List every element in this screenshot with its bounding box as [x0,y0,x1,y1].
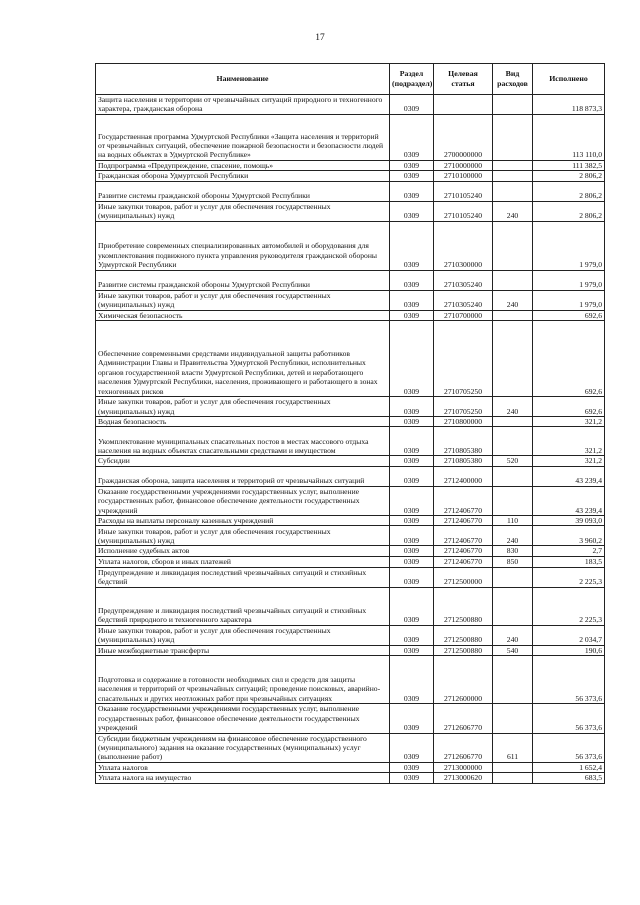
cell-executed: 118 873,3 [533,95,605,115]
cell-section: 0309 [390,526,434,546]
cell-target: 2710100000 [434,171,493,181]
cell-executed: 2 225,3 [533,587,605,625]
cell-section: 0309 [390,397,434,417]
cell-section: 0309 [390,516,434,526]
cell-executed: 2 806,2 [533,181,605,201]
cell-expense-type [493,773,533,783]
cell-executed: 183,5 [533,556,605,567]
cell-target: 2713000620 [434,773,493,783]
cell-executed: 39 093,0 [533,516,605,526]
cell-executed: 692,6 [533,321,605,397]
table-row [96,466,605,486]
cell-expense-type [493,417,533,427]
cell-name: Предупреждение и ликвидация последствий чрезвычайных ситуаций и стихийных бедствий природного и техногенного характера [96,587,390,625]
table-row [96,181,605,201]
cell-name: Водная безопасность [96,417,390,427]
cell-expense-type [493,160,533,170]
cell-section: 0309 [390,160,434,170]
cell-target: 2712500880 [434,645,493,655]
cell-section: 0309 [390,773,434,783]
cell-name: Иные закупки товаров, работ и услуг для обеспечения государственных (муниципальных) нужд [96,290,390,310]
cell-name: Иные закупки товаров, работ и услуг для обеспечения государственных (муниципальных) нужд [96,526,390,546]
table-row [96,221,605,270]
cell-section: 0309 [390,762,434,772]
cell-executed: 56 373,6 [533,704,605,733]
table-row [96,160,605,170]
header-expense-type: Вид расходов [493,64,533,95]
cell-name: Государственная программа Удмуртской Республики «Защита населения и территорий от чрезвычайных ситуаций, обеспечение пожарной безопасности и безопасности людей на водных объектах в Удмуртской Республике» [96,114,390,160]
cell-expense-type [493,310,533,320]
cell-section: 0309 [390,114,434,160]
cell-expense-type: 240 [493,201,533,221]
cell-expense-type: 830 [493,546,533,556]
cell-name: Химическая безопасность [96,310,390,320]
cell-name: Подпрограмма «Предупреждение, спасение, помощь» [96,160,390,170]
cell-section: 0309 [390,546,434,556]
table-row [96,587,605,625]
cell-expense-type [493,704,533,733]
cell-name: Субсидии [96,456,390,466]
header-section: Раздел (подраздел) [390,64,434,95]
cell-name: Защита населения и территории от чрезвычайных ситуаций природного и техногенного характера, гражданская оборона [96,95,390,115]
cell-target: 2700000000 [434,114,493,160]
cell-section: 0309 [390,321,434,397]
table-row [96,556,605,567]
cell-target: 2710705250 [434,397,493,417]
cell-section: 0309 [390,171,434,181]
cell-executed: 2 225,3 [533,567,605,587]
cell-target: 2712500880 [434,587,493,625]
table-row [96,270,605,290]
cell-section: 0309 [390,656,434,704]
cell-section: 0309 [390,181,434,201]
table-row [96,171,605,181]
cell-executed: 1 979,0 [533,290,605,310]
header-name: Наименование [96,64,390,95]
cell-section: 0309 [390,221,434,270]
cell-executed: 43 239,4 [533,486,605,515]
header-executed: Исполнено [533,64,605,95]
table-row [96,397,605,417]
cell-name: Оказание государственными учреждениями государственных услуг, выполнение государственных работ, финансовое обеспечение деятельности государственных учреждений [96,704,390,733]
expenditure-table [95,63,605,784]
cell-executed: 2 034,7 [533,625,605,645]
cell-target: 2710800000 [434,417,493,427]
cell-name: Обеспечение современными средствами индивидуальной защиты работников Администрации Главы и Правительства Удмуртской Республики, исполнительных органов государственной власти Удмуртской Республики, детей и неработающего населения Удмуртской Республики, населения, проживающего и работающего в зонах техногенных рисков [96,321,390,397]
cell-expense-type: 540 [493,645,533,655]
cell-name: Иные межбюджетные трансферты [96,645,390,655]
cell-expense-type [493,427,533,456]
cell-section: 0309 [390,486,434,515]
cell-target: 2710000000 [434,160,493,170]
cell-executed: 1 979,0 [533,270,605,290]
cell-executed: 43 239,4 [533,466,605,486]
cell-expense-type [493,114,533,160]
cell-name: Иные закупки товаров, работ и услуг для обеспечения государственных (муниципальных) нужд [96,201,390,221]
table-row [96,546,605,556]
cell-target: 2712406770 [434,526,493,546]
cell-expense-type: 240 [493,397,533,417]
cell-name: Подготовка и содержание в готовности необходимых сил и средств для защиты населения и территорий от чрезвычайных ситуаций; проведение поисковых, аварийно-спасательных и других неотложных работ при чрезвычайных ситуациях [96,656,390,704]
cell-name: Развитие системы гражданской обороны Удмуртской Республики [96,181,390,201]
cell-target: 2710105240 [434,201,493,221]
cell-executed: 113 110,0 [533,114,605,160]
cell-expense-type [493,181,533,201]
cell-target: 2712406770 [434,516,493,526]
table-row [96,704,605,733]
cell-section: 0309 [390,733,434,762]
cell-expense-type: 520 [493,456,533,466]
table-row [96,486,605,515]
cell-target: 2710305240 [434,270,493,290]
cell-target: 2712600000 [434,656,493,704]
cell-executed: 111 382,5 [533,160,605,170]
cell-name: Укомплектование муниципальных спасательных постов в местах массового отдыха населения на водных объектах спасательными средствами и имуществом [96,427,390,456]
cell-expense-type [493,656,533,704]
table-row [96,773,605,783]
cell-executed: 1 652,4 [533,762,605,772]
table-row [96,95,605,115]
cell-executed: 56 373,6 [533,733,605,762]
cell-section: 0309 [390,704,434,733]
cell-target: 2712606770 [434,704,493,733]
cell-expense-type [493,221,533,270]
cell-target: 2712406770 [434,546,493,556]
cell-target: 2712406770 [434,556,493,567]
cell-name: Развитие системы гражданской обороны Удмуртской Республики [96,270,390,290]
cell-target: 2712406770 [434,486,493,515]
cell-expense-type [493,486,533,515]
cell-executed: 2 806,2 [533,171,605,181]
table-row [96,656,605,704]
cell-target: 2710705250 [434,321,493,397]
cell-section: 0309 [390,310,434,320]
cell-target: 2710805380 [434,456,493,466]
table-row [96,321,605,397]
cell-name: Субсидии бюджетным учреждениям на финансовое обеспечение государственного (муниципального) задания на оказание государственных (муниципальных) услуг (выполнение работ) [96,733,390,762]
cell-section: 0309 [390,270,434,290]
cell-expense-type [493,321,533,397]
cell-name: Иные закупки товаров, работ и услуг для обеспечения государственных (муниципальных) нужд [96,397,390,417]
cell-name: Приобретение современных специализированных автомобилей и оборудования для укомплектования подвижного пункта управления руководителя гражданской обороны Удмуртской Республики [96,221,390,270]
cell-name: Уплата налогов [96,762,390,772]
cell-target: 2710305240 [434,290,493,310]
cell-name: Расходы на выплаты персоналу казенных учреждений [96,516,390,526]
cell-section: 0309 [390,556,434,567]
cell-executed: 683,5 [533,773,605,783]
cell-executed: 692,6 [533,310,605,320]
cell-section: 0309 [390,466,434,486]
cell-name: Гражданская оборона Удмуртской Республики [96,171,390,181]
cell-section: 0309 [390,625,434,645]
table-row [96,526,605,546]
cell-executed: 3 960,2 [533,526,605,546]
cell-name: Предупреждение и ликвидация последствий чрезвычайных ситуаций и стихийных бедствий [96,567,390,587]
cell-name: Оказание государственными учреждениями государственных услуг, выполнение государственных работ, финансовое обеспечение деятельности государственных учреждений [96,486,390,515]
table-header-row [96,64,605,95]
table-row [96,290,605,310]
cell-target: 2712500880 [434,625,493,645]
cell-expense-type [493,762,533,772]
cell-target: 2712606770 [434,733,493,762]
table-row [96,645,605,655]
cell-executed: 321,2 [533,456,605,466]
cell-section: 0309 [390,290,434,310]
cell-expense-type: 611 [493,733,533,762]
table-row [96,567,605,587]
cell-executed: 321,2 [533,417,605,427]
cell-executed: 1 979,0 [533,221,605,270]
cell-expense-type [493,270,533,290]
header-target: Целевая статья [434,64,493,95]
cell-target: 2712400000 [434,466,493,486]
cell-target: 2710700000 [434,310,493,320]
cell-expense-type [493,567,533,587]
cell-section: 0309 [390,645,434,655]
table-row [96,733,605,762]
cell-expense-type [493,587,533,625]
cell-target: 2710300000 [434,221,493,270]
cell-executed: 2 806,2 [533,201,605,221]
cell-section: 0309 [390,567,434,587]
table-row [96,762,605,772]
page-number: 17 [315,33,325,43]
table-row [96,417,605,427]
table-row [96,427,605,456]
cell-target [434,95,493,115]
cell-section: 0309 [390,95,434,115]
table-row [96,201,605,221]
cell-expense-type: 240 [493,625,533,645]
cell-section: 0309 [390,456,434,466]
table-body [96,95,605,784]
cell-name: Гражданская оборона, защита населения и территорий от чрезвычайных ситуаций [96,466,390,486]
cell-executed: 692,6 [533,397,605,417]
table-row [96,310,605,320]
cell-section: 0309 [390,427,434,456]
cell-section: 0309 [390,201,434,221]
table-row [96,456,605,466]
cell-target: 2712500000 [434,567,493,587]
cell-executed: 2,7 [533,546,605,556]
cell-name: Уплата налогов, сборов и иных платежей [96,556,390,567]
cell-expense-type: 240 [493,526,533,546]
cell-section: 0309 [390,587,434,625]
cell-name: Уплата налога на имущество [96,773,390,783]
cell-target: 2713000000 [434,762,493,772]
cell-executed: 190,6 [533,645,605,655]
cell-section: 0309 [390,417,434,427]
table-row [96,625,605,645]
cell-target: 2710805380 [434,427,493,456]
cell-executed: 56 373,6 [533,656,605,704]
table-row [96,516,605,526]
cell-expense-type: 110 [493,516,533,526]
table-row [96,114,605,160]
cell-expense-type: 850 [493,556,533,567]
cell-name: Иные закупки товаров, работ и услуг для обеспечения государственных (муниципальных) нужд [96,625,390,645]
cell-expense-type [493,466,533,486]
cell-executed: 321,2 [533,427,605,456]
cell-expense-type [493,171,533,181]
cell-expense-type: 240 [493,290,533,310]
cell-target: 2710105240 [434,181,493,201]
cell-expense-type [493,95,533,115]
cell-name: Исполнение судебных актов [96,546,390,556]
